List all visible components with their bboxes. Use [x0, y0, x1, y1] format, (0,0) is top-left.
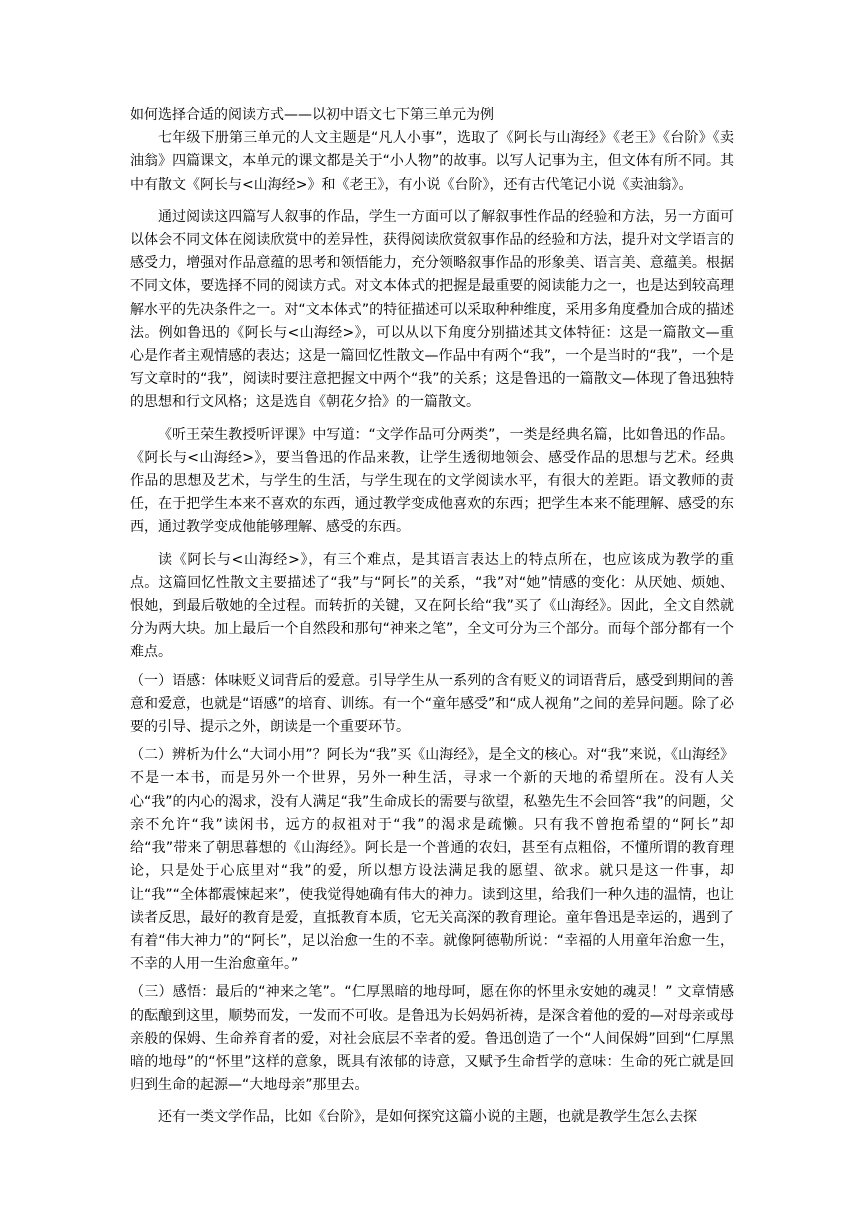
paragraph-difficulties: 读《阿长与<山海经>》，有三个难点，是其语言表达上的特点所在，也应该成为教学的重点。这篇回忆性散文主要描述了“我”与“阿长”的关系，“我”对“她”情感的变化：从厌她、烦她、恨她，到最后敬她的全过程。而转折的关键，又在阿长给“我”买了《山海经》。因此，全文自然就分为两大块。加上最后一个自然段和那句“神来之笔”，全文可分为三个部分。而每个部分都有一个难点。	[130, 551, 734, 661]
paragraph-classic-works: 《听王荣生教授听评课》中写道：“文学作品可分两类”，一类是经典名篇，比如鲁迅的作品。《阿长与<山海经>》，要当鲁迅的作品来教，让学生透彻地领会、感受作品的思想与艺术。经典作品的思想及艺术，与学生的生活，与学生现在的文学阅读水平，有很大的差距。语文教师的责任，在于把学生本来不喜欢的东西，通过教学变成他喜欢的东西；把学生本来不能理解、感受的东西，通过教学变成他能够理解、感受的东西。	[130, 426, 734, 536]
document-title: 如何选择合适的阅读方式——以初中语文七下第三单元为例	[130, 107, 494, 123]
paragraph-unit-theme: 七年级下册第三单元的人文主题是“凡人小事”，选取了《阿长与山海经》《老王》《台阶》《卖油翁》四篇课文，本单元的课文都是关于“小人物”的故事。以写人记事为主，但文体有所不同。其中有散文《阿长与<山海经>》和《老王》，有小说《台阶》，还有古代笔记小说《卖油翁》。	[130, 130, 734, 193]
document-body	[130, 104, 734, 1130]
list-item-final-stroke: （三）感悟：最后的“神来之笔”。“仁厚黑暗的地母呵，愿在你的怀里永安她的魂灵！” 文章情感的酝酿到这里，顺势而发，一发而不可收。是鲁迅为长妈妈祈祷，是深含着他的爱的—对母亲或母亲般的保姆、生命养育者的爱，对社会底层不幸者的爱。鲁迅创造了一个“人间保姆”回到“仁厚黑暗的地母”的“怀里”这样的意象，既具有浓郁的诗意，又赋予生命哲学的意味：生命的死亡就是回归到生命的起源—“大地母亲”那里去。	[130, 984, 734, 1094]
paragraph-reading-methods: 通过阅读这四篇写人叙事的作品，学生一方面可以了解叙事性作品的经验和方法，另一方面可以体会不同文体在阅读欣赏中的差异性，获得阅读欣赏叙事作品的经验和方法，提升对文学语言的感受力，增强对作品意蕴的思考和领悟能力，充分领略叙事作品的形象美、语言美、意蕴美。根据不同文体，要选择不同的阅读方式。对文本体式的把握是最重要的阅读能力之一，也是达到较高理解水平的先决条件之一。对“文本体式”的特征描述可以采取种种维度，采用多角度叠加合成的描述法。例如鲁迅的《阿长与<山海经>》，可以从以下角度分别描述其文体特征：这是一篇散文—重心是作者主观情感的表达；这是一篇回忆性散文—作品中有两个“我”，一个是当时的“我”，一个是写文章时的“我”，阅读时要注意把握文中两个“我”的关系；这是鲁迅的一篇散文—体现了鲁迅独特的思想和行文风格；这是选自《朝花夕拾》的一篇散文。	[130, 208, 734, 411]
list-item-big-words: （二）辨析为什么“大词小用”？阿长为“我”买《山海经》，是全文的核心。对“我”来说，《山海经》不是一本书，而是另外一个世界，另外一种生活，寻求一个新的天地的希望所在。没有人关心“我”的内心的渴求，没有人满足“我”生命成长的需要与欲望，私塾先生不会回答“我”的问题，父亲不允许“我”读闲书，远方的叔祖对于“我”的渴求是疏懒。只有我不曾抱希望的“阿长”却给“我”带来了朝思暮想的《山海经》。阿长是一个普通的农妇，甚至有点粗俗，不懂所谓的教育理论，只是处于心底里对“我”的爱，所以想方设法满足我的愿望、欲求。就只是这一件事，却让“我”“全体都震悚起来”，使我觉得她确有伟大的神力。读到这里，给我们一种久违的温情，也让读者反思，最好的教育是爱，直抵教育本质，它无关高深的教育理论。童年鲁迅是幸运的，遇到了有着“伟大神力”的“阿长”，足以治愈一生的不幸。就像阿德勒所说：“幸福的人用童年治愈一生，不幸的人用一生治愈童年。”	[130, 747, 734, 973]
paragraph-closing: 还有一类文学作品，比如《台阶》，是如何探究这篇小说的主题，也就是教学生怎么去探	[158, 1109, 697, 1126]
list-item-language-sense: （一）语感：体味贬义词背后的爱意。引导学生从一系列的含有贬义的词语背后，感受到期间的善意和爱意，也就是“语感”的培育、训练。有一个“童年感受”和“成人视角”之间的差异问题。除了必要的引导、提示之外，朗读是一个重要环节。	[130, 672, 734, 736]
